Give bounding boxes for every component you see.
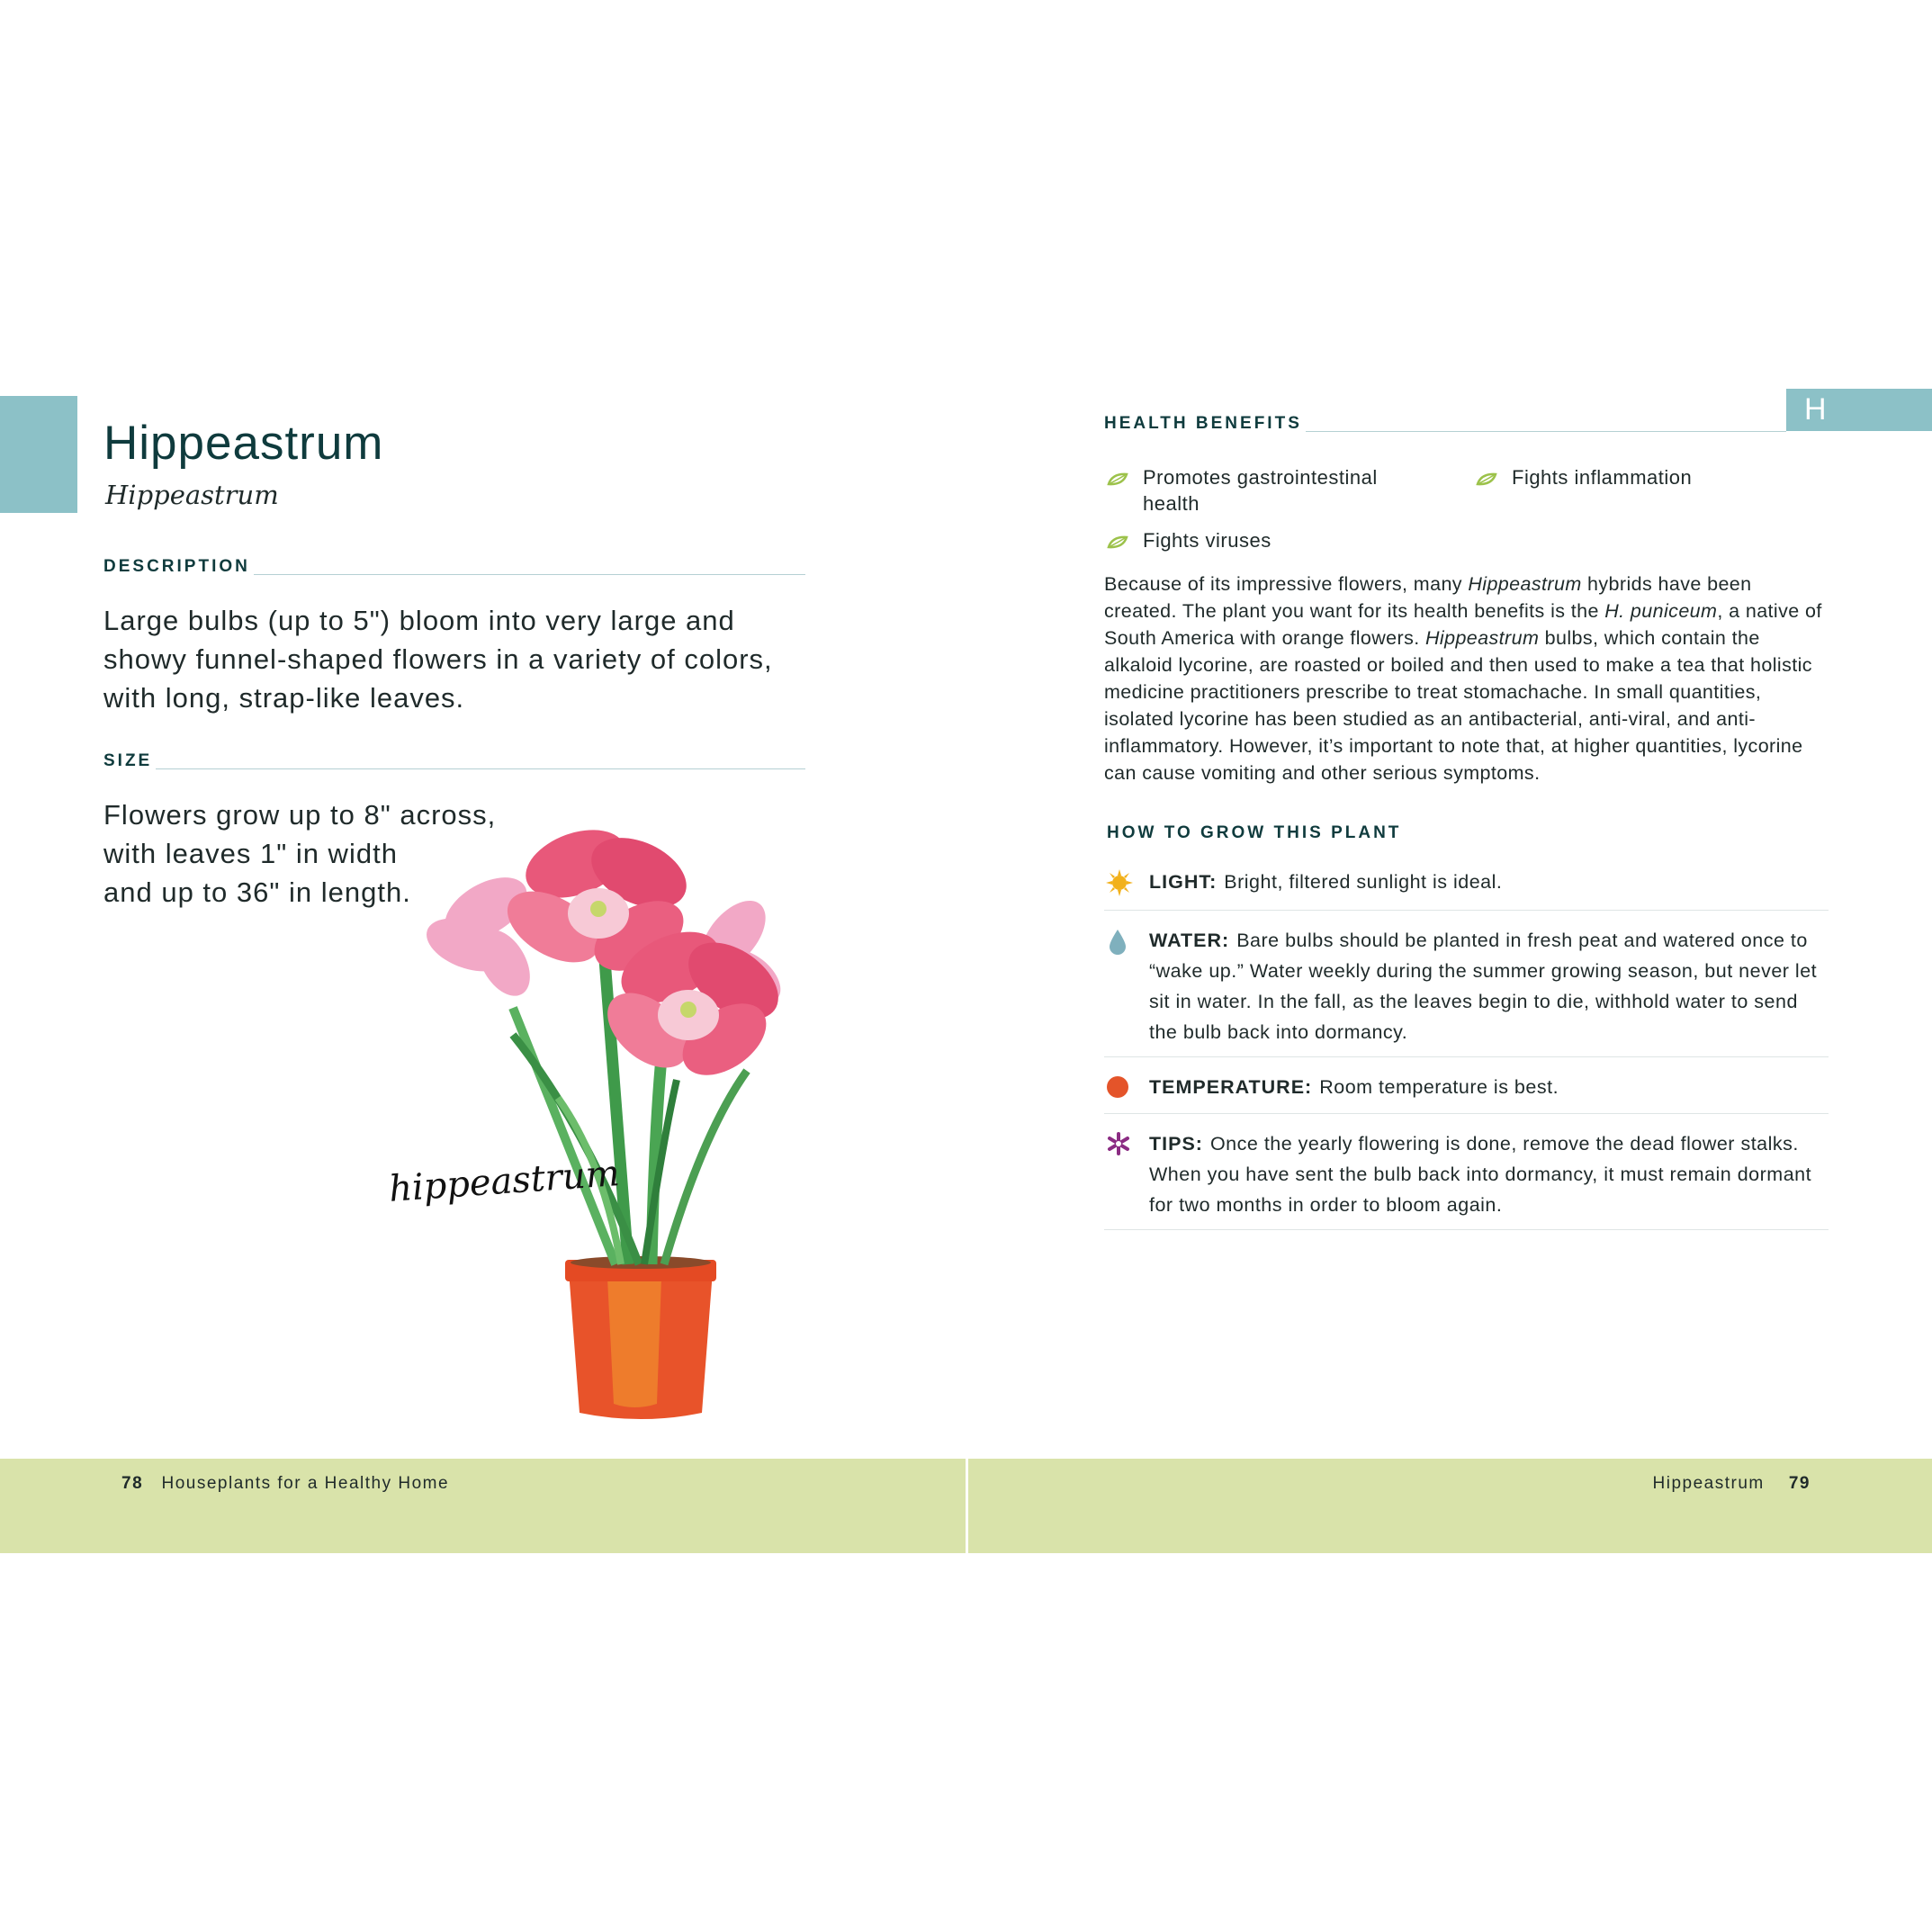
size-line: Flowers grow up to 8" across,: [103, 799, 497, 831]
grow-item-water: [1104, 911, 1829, 1057]
footer-right: [1653, 1474, 1811, 1494]
sun-icon: [1104, 867, 1149, 901]
grow-item-tips: [1104, 1114, 1829, 1230]
grow-text: Once the yearly flowering is done, remove the dead flower stalks. When you have sent the bulb back into dormancy, it must remain dormant for two months in order to bloom again.: [1149, 1133, 1812, 1216]
body-italic: H. puniceum: [1604, 600, 1718, 622]
grow-label: WATER:: [1149, 930, 1230, 951]
grow-label: LIGHT:: [1149, 871, 1218, 893]
body-italic: Hippeastrum: [1424, 627, 1540, 649]
chapter-title: Hippeastrum: [1652, 1474, 1765, 1493]
page-gutter: [966, 1459, 968, 1553]
grow-item-temperature: [1104, 1057, 1829, 1114]
benefit-text: Promotes gastrointestinal health: [1143, 466, 1378, 515]
page-number-right: 79: [1788, 1474, 1811, 1493]
divider: [156, 768, 805, 769]
description-text: Large bulbs (up to 5") bloom into very large and showy funnel-shaped flowers in a variety of colors, with long, strap-like leaves.: [103, 605, 773, 714]
temperature-dot-icon: [1104, 1072, 1149, 1104]
leaf-icon: [1107, 464, 1143, 517]
benefit-text: Fights viruses: [1143, 529, 1272, 552]
description-heading: DESCRIPTION: [103, 557, 250, 576]
divider: [1306, 431, 1786, 432]
leaf-icon: [1107, 527, 1143, 557]
health-benefits-heading: HEALTH BENEFITS: [1104, 414, 1302, 433]
benefit-text: Fights inflammation: [1512, 466, 1693, 489]
book-title: Houseplants for a Healthy Home: [161, 1474, 450, 1493]
flower-asterisk-icon: [1104, 1128, 1149, 1220]
plant-latin-name: Hippeastrum: [105, 480, 279, 510]
hippeastrum-illustration: [378, 810, 810, 1422]
health-benefits-header: [1104, 414, 1786, 434]
body-italic: Hippeastrum: [1468, 573, 1582, 595]
plant-title: Hippeastrum: [103, 417, 384, 470]
grow-text: Bright, filtered sunlight is ideal.: [1224, 871, 1503, 893]
page-number-left: 78: [121, 1474, 144, 1493]
grow-label: TIPS:: [1149, 1133, 1203, 1155]
how-to-grow-list: [1104, 859, 1829, 1230]
illustration-label: hippeastrum: [387, 1153, 621, 1210]
water-drop-icon: [1104, 925, 1149, 1047]
chapter-tab-left: [0, 396, 77, 513]
how-to-grow-header: [1107, 823, 1401, 843]
grow-label: TEMPERATURE:: [1149, 1076, 1313, 1098]
body-text: , a native of South America with orange flowers.: [1104, 600, 1822, 649]
body-paragraph: [1104, 571, 1829, 786]
benefit-item: [1107, 464, 1413, 517]
grow-item-light: [1104, 859, 1829, 911]
size-header: [103, 751, 805, 771]
grow-text: Bare bulbs should be planted in fresh peat and watered once to “wake up.” Water weekly during the summer growing season, but never let sit in water. In the fall, as the leaves begin to die, withhold water to send the bulb back into dormancy.: [1149, 930, 1818, 1043]
grow-text: Room temperature is best.: [1319, 1076, 1559, 1098]
size-heading: SIZE: [103, 751, 153, 770]
body-text: hybrids have been created. The plant you want for its health benefits is the: [1104, 573, 1752, 622]
body-text: Because of its impressive flowers, many: [1104, 573, 1469, 595]
body-text: bulbs, which contain the alkaloid lycorine, are roasted or boiled and then used to make a tea that holistic medicine practitioners prescribe to treat stomachache. In small quantities, isolated lycorine has been studied as an antibacterial, anti-viral, and anti-inflammatory. However, it’s important to note that, at higher quantities, lycorine can cause vomiting and other serious symptoms.: [1104, 627, 1812, 784]
size-line: with leaves 1" in width: [103, 838, 398, 869]
footer-left: [121, 1474, 449, 1494]
divider: [254, 574, 805, 575]
leaf-icon: [1476, 464, 1512, 494]
how-to-grow-heading: HOW TO GROW THIS PLANT: [1107, 823, 1402, 842]
chapter-tab-letter: H: [1786, 389, 1932, 431]
size-line: and up to 36" in length.: [103, 876, 411, 908]
benefit-item: [1476, 464, 1764, 494]
benefit-item: [1107, 527, 1413, 557]
description-header: [103, 557, 805, 577]
